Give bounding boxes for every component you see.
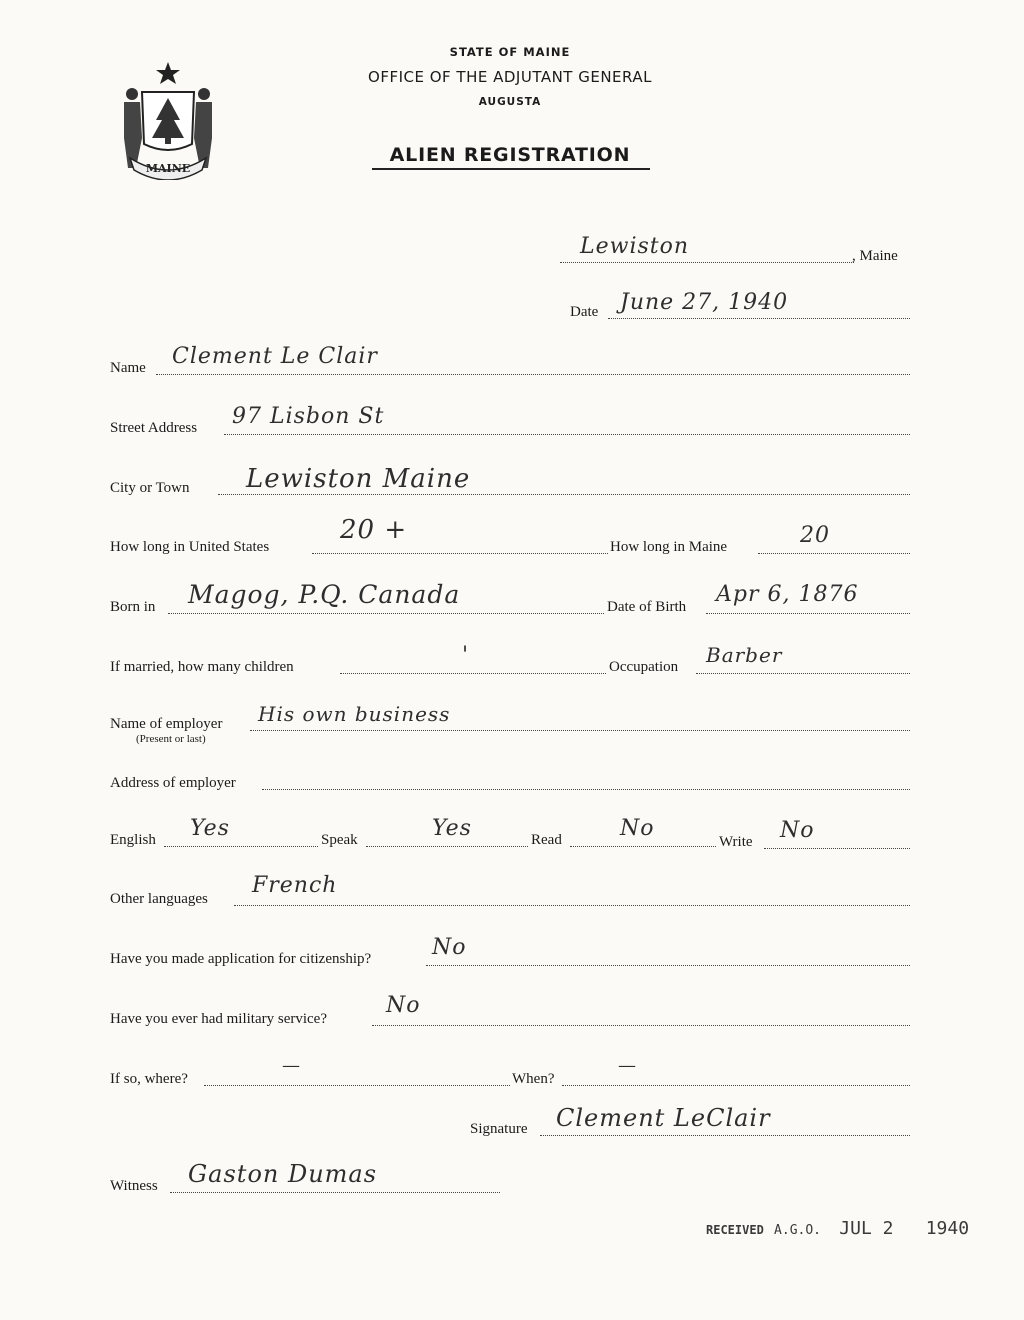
header-city: AUGUSTA bbox=[478, 96, 542, 108]
write-label: Write bbox=[719, 834, 753, 850]
street-line bbox=[224, 434, 910, 435]
speak-label: Speak bbox=[321, 832, 358, 848]
born-value: Magog, P.Q. Canada bbox=[188, 580, 461, 609]
read-line bbox=[570, 846, 716, 847]
how-long-us-value: 20 + bbox=[340, 515, 408, 545]
witness-label: Witness bbox=[110, 1178, 158, 1194]
how-long-maine-value: 20 bbox=[800, 523, 830, 548]
employer-address-label: Address of employer bbox=[110, 775, 236, 791]
english-value: Yes bbox=[190, 816, 230, 841]
city-value: Lewiston Maine bbox=[246, 464, 471, 494]
name-line bbox=[156, 374, 910, 375]
military-value: No bbox=[386, 993, 421, 1018]
speak-line bbox=[366, 846, 528, 847]
employer-label: Name of employer bbox=[110, 716, 223, 732]
where-value: — bbox=[282, 1055, 301, 1076]
maine-seal-icon bbox=[112, 58, 224, 180]
children-line bbox=[340, 673, 606, 674]
where-line bbox=[204, 1085, 510, 1086]
english-line bbox=[164, 846, 318, 847]
header-office: OFFICE OF THE ADJUTANT GENERAL bbox=[368, 68, 652, 86]
employer-value: His own business bbox=[258, 702, 451, 726]
when-label: When? bbox=[512, 1071, 555, 1087]
city-line bbox=[218, 494, 910, 495]
citizenship-value: No bbox=[432, 935, 467, 960]
when-line bbox=[562, 1085, 910, 1086]
when-value: — bbox=[618, 1055, 637, 1076]
other-languages-value: French bbox=[252, 873, 338, 898]
place-suffix: , Maine bbox=[852, 248, 898, 264]
how-long-maine-label: How long in Maine bbox=[610, 539, 728, 555]
write-value: No bbox=[780, 818, 815, 843]
dob-value: Apr 6, 1876 bbox=[716, 582, 859, 607]
form-title: ALIEN REGISTRATION bbox=[389, 144, 631, 166]
other-languages-line bbox=[234, 905, 910, 906]
employer-line bbox=[250, 730, 910, 731]
occupation-line bbox=[696, 673, 910, 674]
military-label: Have you ever had military service? bbox=[110, 1011, 327, 1027]
where-label: If so, where? bbox=[110, 1071, 188, 1087]
city-label: City or Town bbox=[110, 480, 190, 496]
military-line bbox=[372, 1025, 910, 1026]
place-line bbox=[560, 262, 854, 263]
dob-label: Date of Birth bbox=[607, 599, 687, 615]
stamp-agency: A.G.O. bbox=[774, 1223, 822, 1238]
how-long-maine-line bbox=[758, 553, 910, 554]
signature-label: Signature bbox=[470, 1121, 528, 1137]
read-value: No bbox=[620, 816, 655, 841]
children-label: If married, how many children bbox=[110, 659, 294, 675]
stamp-received: RECEIVED bbox=[706, 1223, 764, 1237]
date-value: June 27, 1940 bbox=[620, 290, 789, 315]
citizenship-line bbox=[426, 965, 910, 966]
received-stamp bbox=[706, 1218, 969, 1239]
born-label: Born in bbox=[110, 599, 156, 615]
speak-value: Yes bbox=[432, 816, 472, 841]
title-underline bbox=[372, 168, 650, 170]
place-value: Lewiston bbox=[580, 234, 690, 259]
how-long-us-line bbox=[312, 553, 608, 554]
witness-value: Gaston Dumas bbox=[188, 1160, 378, 1188]
employer-address-line bbox=[262, 789, 910, 790]
name-label: Name bbox=[110, 360, 146, 376]
write-line bbox=[764, 848, 910, 849]
children-value: ' bbox=[462, 643, 470, 668]
born-line bbox=[168, 613, 604, 614]
english-label: English bbox=[110, 832, 156, 848]
date-label: Date bbox=[570, 304, 599, 320]
witness-line bbox=[170, 1192, 500, 1193]
stamp-month-day: JUL 2 bbox=[839, 1218, 894, 1239]
occupation-label: Occupation bbox=[609, 659, 679, 675]
name-value: Clement Le Clair bbox=[172, 344, 378, 369]
header-state: STATE OF MAINE bbox=[449, 45, 571, 59]
read-label: Read bbox=[531, 832, 562, 848]
date-line bbox=[608, 318, 910, 319]
signature-line bbox=[540, 1135, 910, 1136]
occupation-value: Barber bbox=[706, 643, 783, 667]
signature-value: Clement LeClair bbox=[556, 1104, 771, 1132]
dob-line bbox=[706, 613, 910, 614]
other-languages-label: Other languages bbox=[110, 891, 208, 907]
seal-text: MAINE bbox=[145, 162, 191, 175]
how-long-us-label: How long in United States bbox=[110, 539, 270, 555]
street-value: 97 Lisbon St bbox=[232, 404, 385, 429]
citizenship-label: Have you made application for citizenship? bbox=[110, 951, 372, 967]
stamp-year: 1940 bbox=[925, 1218, 970, 1239]
street-label: Street Address bbox=[110, 420, 198, 436]
employer-sublabel: (Present or last) bbox=[136, 733, 206, 745]
